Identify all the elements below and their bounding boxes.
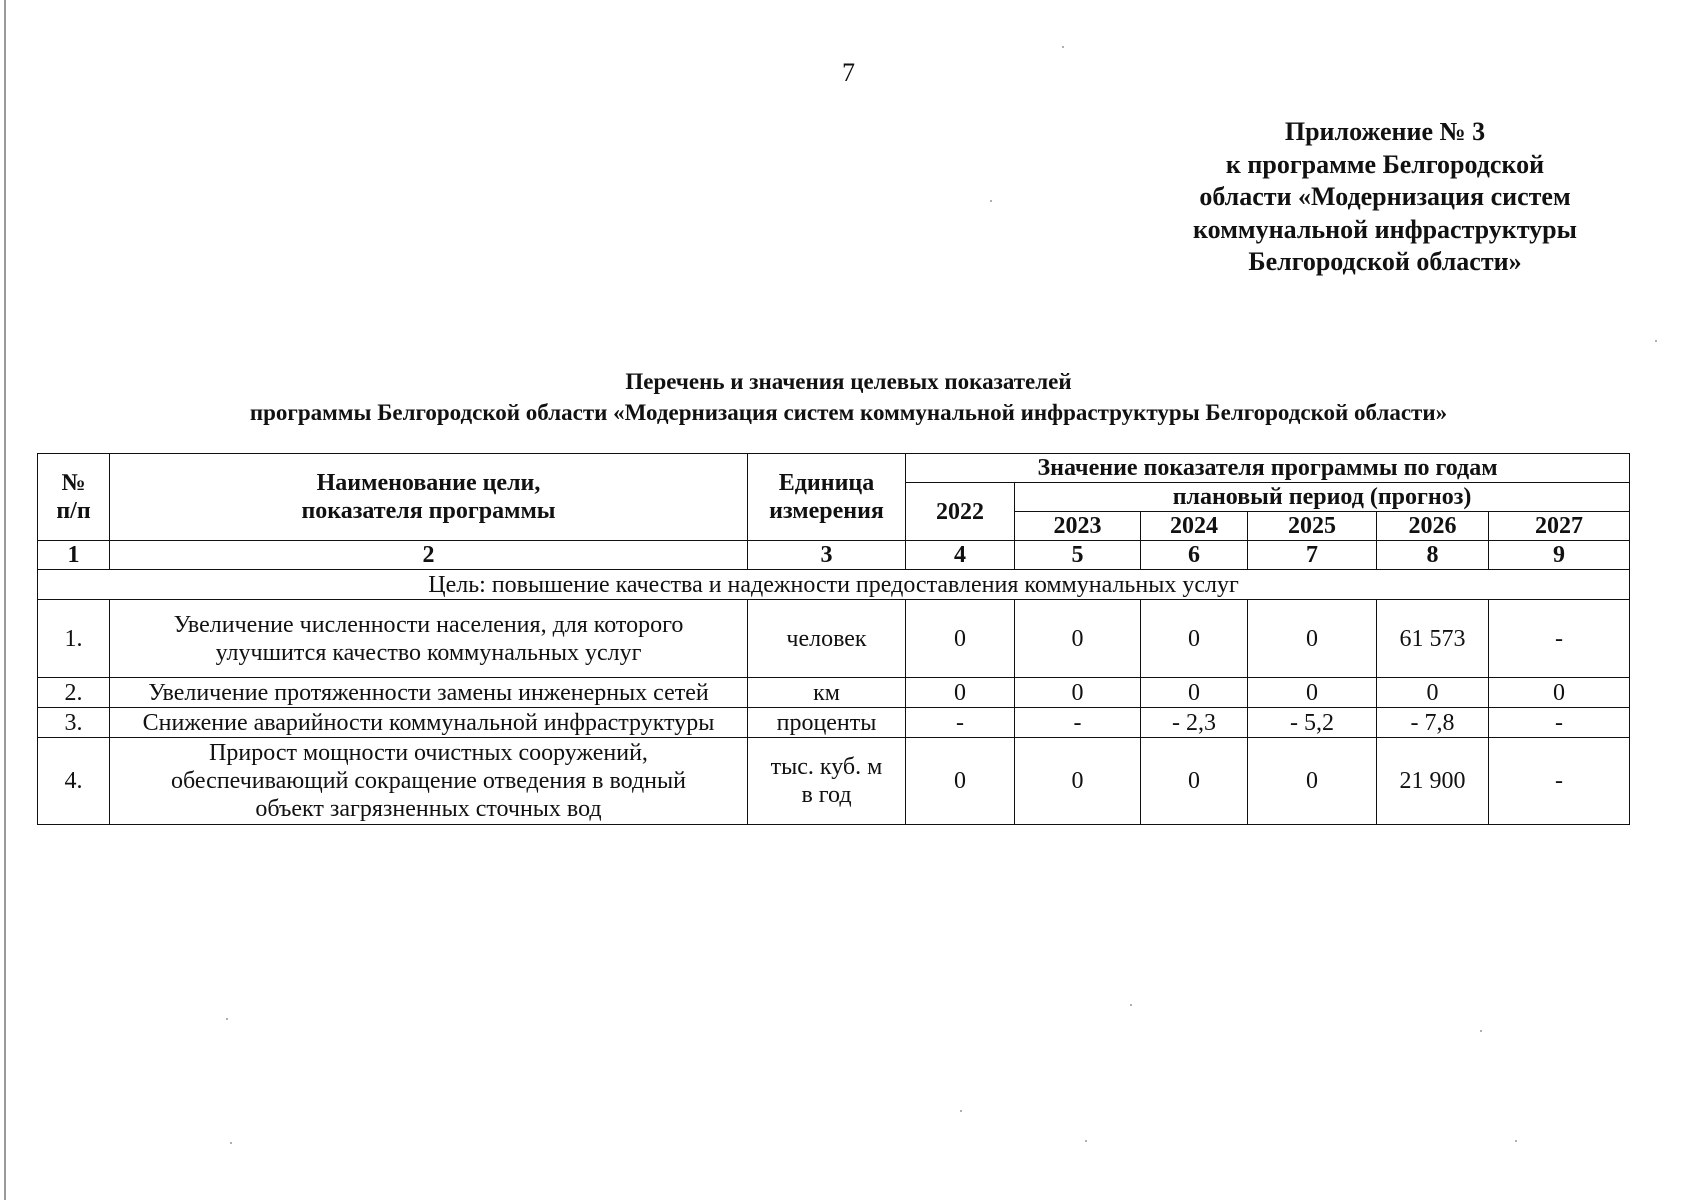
value-2026: 61 573 [1377, 600, 1489, 678]
value-2025: - 5,2 [1248, 708, 1377, 738]
appendix-line: Белгородской области» [1248, 247, 1522, 276]
value-2023: 0 [1015, 600, 1141, 678]
header-plan-period: плановый период (прогноз) [1015, 483, 1630, 512]
row-number: 3. [38, 708, 110, 738]
row-number: 1. [38, 600, 110, 678]
column-number: 7 [1248, 541, 1377, 570]
value-2022: - [906, 708, 1015, 738]
indicator-name: Снижение аварийности коммунальной инфраструктуры [110, 708, 748, 738]
value-2022: 0 [906, 738, 1015, 825]
value-2022: 0 [906, 600, 1015, 678]
scan-speck [1515, 1140, 1517, 1142]
header-base-year: 2022 [906, 483, 1015, 541]
value-2023: 0 [1015, 738, 1141, 825]
value-2025: 0 [1248, 678, 1377, 708]
scan-speck [1085, 1140, 1087, 1142]
scan-speck [990, 200, 992, 202]
column-number: 4 [906, 541, 1015, 570]
page-number: 7 [842, 58, 855, 87]
document-title [0, 366, 1697, 428]
column-number: 2 [110, 541, 748, 570]
indicator-unit: тыс. куб. м в год [748, 738, 906, 825]
indicators-table [37, 453, 1630, 825]
title-line-2: программы Белгородской области «Модернизация систем коммунальной инфраструктуры Белгородской области» [249, 400, 1448, 425]
value-2027: 0 [1489, 678, 1630, 708]
appendix-line: Приложение № 3 [1284, 117, 1486, 146]
row-number: 2. [38, 678, 110, 708]
value-2024: - 2,3 [1141, 708, 1248, 738]
column-number: 1 [38, 541, 110, 570]
indicator-name: Увеличение протяженности замены инженерных сетей [110, 678, 748, 708]
column-number: 5 [1015, 541, 1141, 570]
value-2024: 0 [1141, 678, 1248, 708]
value-2026: - 7,8 [1377, 708, 1489, 738]
scan-speck [230, 1142, 232, 1144]
page-left-edge [4, 0, 6, 1200]
column-number: 8 [1377, 541, 1489, 570]
scan-speck [1655, 340, 1657, 342]
value-2024: 0 [1141, 738, 1248, 825]
value-2026: 0 [1377, 678, 1489, 708]
value-2024: 0 [1141, 600, 1248, 678]
value-2023: - [1015, 708, 1141, 738]
header-year-2023: 2023 [1015, 512, 1141, 541]
header-values-group: Значение показателя программы по годам [906, 454, 1630, 483]
value-2027: - [1489, 738, 1630, 825]
value-2026: 21 900 [1377, 738, 1489, 825]
title-line-1: Перечень и значения целевых показателей [625, 369, 1072, 394]
scan-speck [1062, 46, 1064, 48]
header-name: Наименование цели, показателя программы [110, 454, 748, 541]
header-year-2027: 2027 [1489, 512, 1630, 541]
header-number: № п/п [38, 454, 110, 541]
appendix-line: области «Модернизация систем [1199, 182, 1571, 211]
scan-speck [960, 1110, 962, 1112]
table-row [38, 600, 1630, 678]
value-2027: - [1489, 708, 1630, 738]
value-2025: 0 [1248, 738, 1377, 825]
table-row [38, 678, 1630, 708]
scan-speck [1130, 1004, 1132, 1006]
goal-row: Цель: повышение качества и надежности предоставления коммунальных услуг [38, 570, 1630, 600]
value-2027: - [1489, 600, 1630, 678]
value-2023: 0 [1015, 678, 1141, 708]
scan-speck [226, 1018, 228, 1020]
indicator-unit: человек [748, 600, 906, 678]
indicator-unit: км [748, 678, 906, 708]
appendix-line: коммунальной инфраструктуры [1193, 214, 1577, 244]
header-year-2025: 2025 [1248, 512, 1377, 541]
indicator-name: Увеличение численности населения, для которого улучшится качество коммунальных услуг [110, 600, 748, 678]
row-number: 4. [38, 738, 110, 825]
appendix-header [1160, 116, 1610, 279]
table-row [38, 738, 1630, 825]
indicator-unit: проценты [748, 708, 906, 738]
column-number: 3 [748, 541, 906, 570]
column-number: 9 [1489, 541, 1630, 570]
indicator-name: Прирост мощности очистных сооружений, обеспечивающий сокращение отведения в водный объект загрязненных сточных вод [110, 738, 748, 825]
value-2025: 0 [1248, 600, 1377, 678]
table-row [38, 708, 1630, 738]
header-year-2026: 2026 [1377, 512, 1489, 541]
header-year-2024: 2024 [1141, 512, 1248, 541]
appendix-line: к программе Белгородской [1225, 149, 1545, 179]
scan-speck [1480, 1030, 1482, 1032]
header-unit: Единица измерения [748, 454, 906, 541]
value-2022: 0 [906, 678, 1015, 708]
column-number: 6 [1141, 541, 1248, 570]
